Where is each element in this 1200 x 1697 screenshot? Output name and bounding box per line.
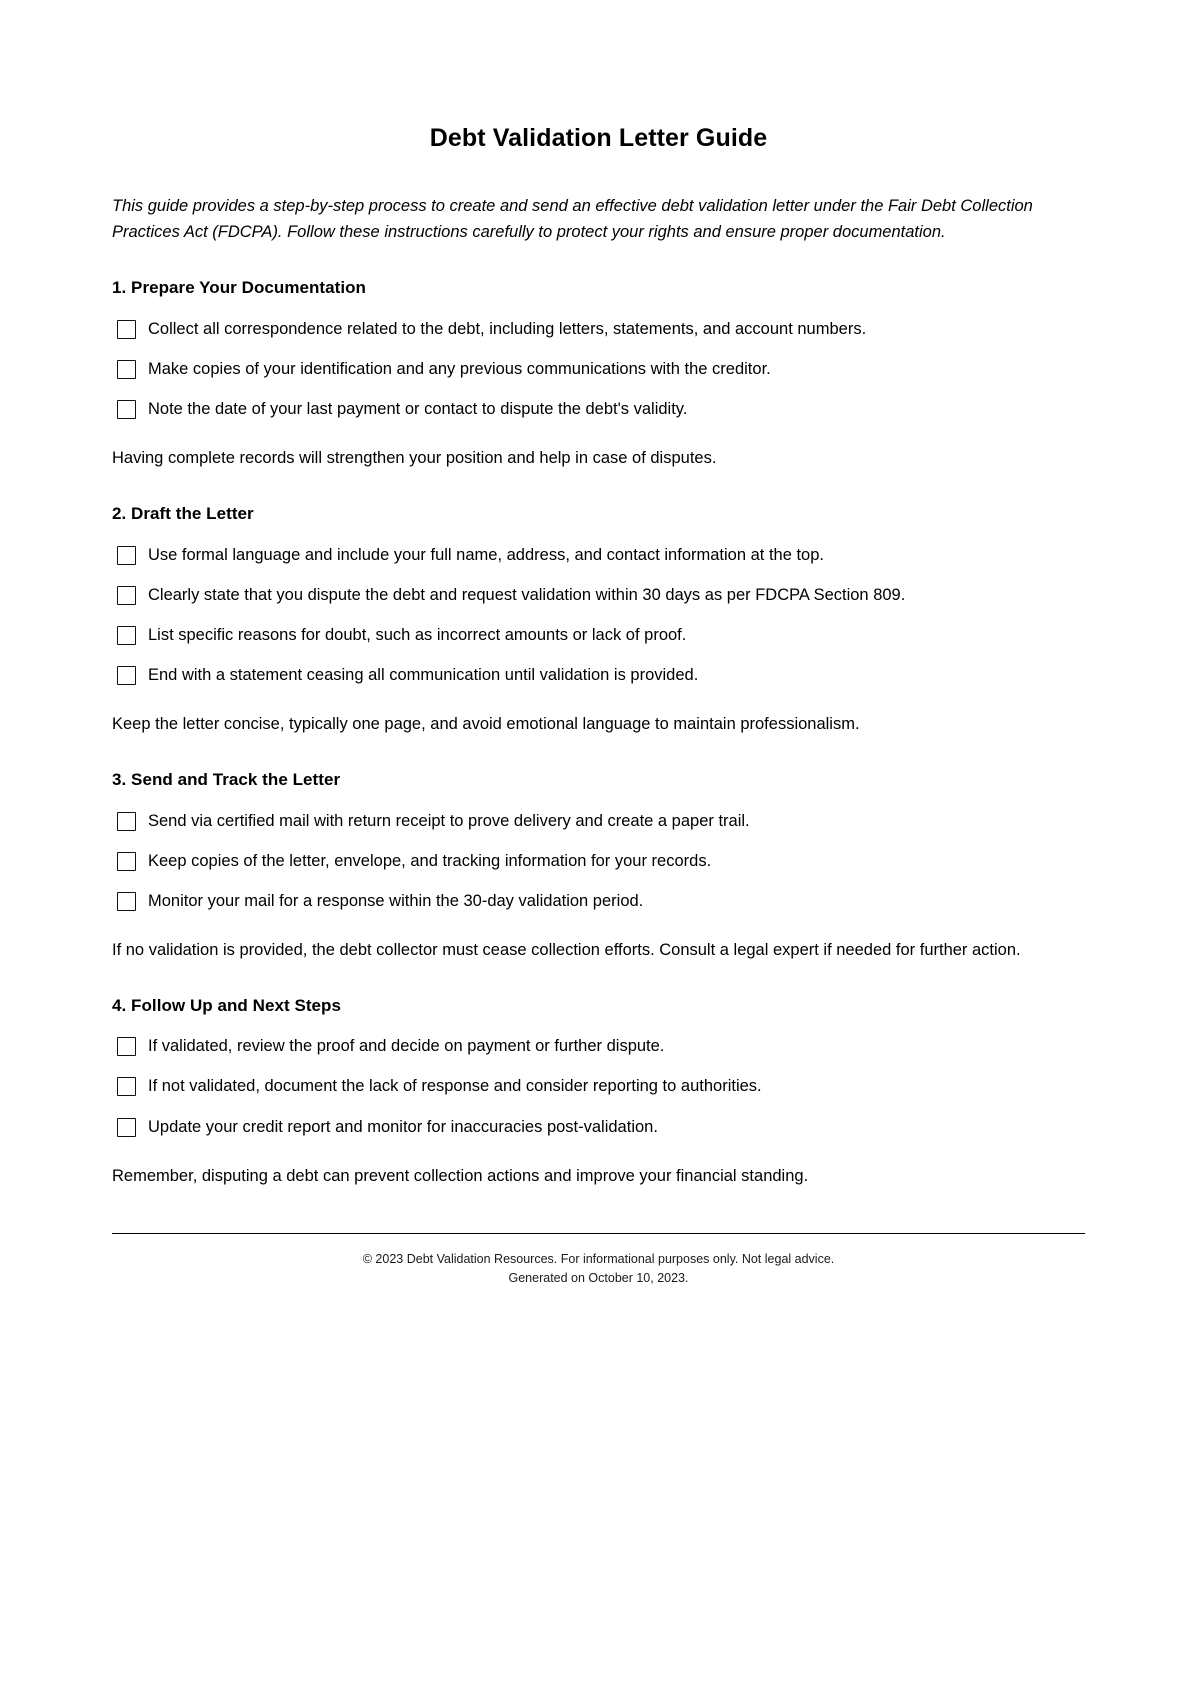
checklist-item-label: Clearly state that you dispute the debt and request validation within 30 days as per FDCPA Section 809. — [148, 585, 906, 604]
checkbox-icon[interactable] — [117, 546, 136, 565]
page-footer — [112, 1250, 1085, 1288]
intro-paragraph: This guide provides a step-by-step process to create and send an effective debt validation letter under the Fair Debt Collection Practices Act (FDCPA). Follow these instructions carefully to protect your rights and ensure proper documentation. — [112, 196, 1033, 242]
section-follow-up-and-next-steps — [112, 994, 1085, 1190]
checkbox-icon[interactable] — [117, 1077, 136, 1096]
checklist — [112, 1036, 1085, 1137]
checklist-item-label: Use formal language and include your full name, address, and contact information at the top. — [148, 545, 824, 564]
checklist-item-label: Update your credit report and monitor for inaccuracies post-validation. — [148, 1117, 658, 1136]
section-note: Having complete records will strengthen your position and help in case of disputes. — [112, 449, 717, 468]
checklist-item-label: End with a statement ceasing all communication until validation is provided. — [148, 665, 699, 684]
checklist-item-label: If validated, review the proof and decide on payment or further dispute. — [148, 1037, 665, 1056]
section-draft-the-letter — [112, 502, 1085, 738]
footer-copyright: © 2023 Debt Validation Resources. For informational purposes only. Not legal advice. — [362, 1252, 835, 1267]
checklist-item-label: Send via certified mail with return receipt to prove delivery and create a paper trail. — [148, 811, 750, 830]
checklist-item-label: Monitor your mail for a response within the 30-day validation period. — [148, 891, 644, 910]
section-note: Remember, disputing a debt can prevent collection actions and improve your financial standing. — [112, 1166, 809, 1185]
checkbox-icon[interactable] — [117, 1118, 136, 1137]
section-heading: 3. Send and Track the Letter — [112, 769, 341, 789]
checkbox-icon[interactable] — [117, 812, 136, 831]
list-item[interactable] — [117, 851, 1085, 872]
checklist — [112, 319, 1085, 420]
list-item[interactable] — [117, 319, 1085, 340]
list-item[interactable] — [117, 625, 1085, 646]
list-item[interactable] — [117, 585, 1085, 606]
list-item[interactable] — [117, 665, 1085, 686]
checklist-item-label: Make copies of your identification and any previous communications with the creditor. — [148, 359, 771, 378]
list-item[interactable] — [117, 891, 1085, 912]
checklist-item-label: List specific reasons for doubt, such as incorrect amounts or lack of proof. — [148, 625, 687, 644]
footer-divider — [112, 1233, 1085, 1234]
section-prepare-your-documentation — [112, 276, 1085, 472]
list-item[interactable] — [117, 1036, 1085, 1057]
list-item[interactable] — [117, 359, 1085, 380]
section-heading: 4. Follow Up and Next Steps — [112, 995, 341, 1015]
checklist-item-label: Keep copies of the letter, envelope, and tracking information for your records. — [148, 851, 712, 870]
checkbox-icon[interactable] — [117, 360, 136, 379]
document-body — [112, 122, 1085, 1288]
footer-generated-date: Generated on October 10, 2023. — [508, 1271, 689, 1286]
checkbox-icon[interactable] — [117, 852, 136, 871]
section-note: Keep the letter concise, typically one page, and avoid emotional language to maintain professionalism. — [112, 715, 860, 734]
list-item[interactable] — [117, 1117, 1085, 1138]
checkbox-icon[interactable] — [117, 1037, 136, 1056]
checkbox-icon[interactable] — [117, 666, 136, 685]
page-title: Debt Validation Letter Guide — [429, 124, 768, 152]
checklist — [112, 545, 1085, 686]
checkbox-icon[interactable] — [117, 586, 136, 605]
checklist-item-label: Note the date of your last payment or contact to dispute the debt's validity. — [148, 399, 688, 418]
list-item[interactable] — [117, 545, 1085, 566]
checklist-item-label: Collect all correspondence related to the debt, including letters, statements, and account numbers. — [148, 319, 867, 338]
list-item[interactable] — [117, 1076, 1085, 1097]
checklist — [112, 811, 1085, 912]
checkbox-icon[interactable] — [117, 320, 136, 339]
checkbox-icon[interactable] — [117, 626, 136, 645]
section-send-and-track-the-letter — [112, 768, 1085, 964]
section-note: If no validation is provided, the debt collector must cease collection efforts. Consult a legal expert if needed for further action. — [112, 940, 1021, 959]
list-item[interactable] — [117, 399, 1085, 420]
checkbox-icon[interactable] — [117, 400, 136, 419]
list-item[interactable] — [117, 811, 1085, 832]
checkbox-icon[interactable] — [117, 892, 136, 911]
section-heading: 2. Draft the Letter — [112, 503, 254, 523]
section-heading: 1. Prepare Your Documentation — [112, 277, 366, 297]
checklist-item-label: If not validated, document the lack of response and consider reporting to authorities. — [148, 1077, 762, 1096]
